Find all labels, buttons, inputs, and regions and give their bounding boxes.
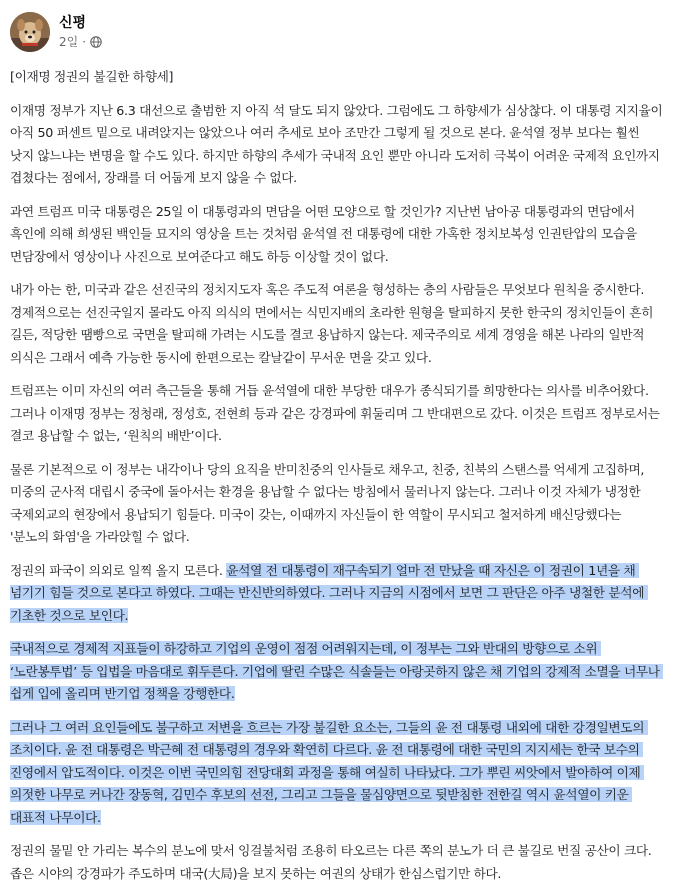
author-name[interactable]: 신평 [59, 15, 87, 31]
post-paragraph [10, 279, 663, 369]
post-paragraph [10, 459, 663, 549]
paragraph-text: [이재명 정권의 불길한 하향세] [10, 69, 174, 84]
post-header [10, 10, 663, 54]
paragraph-text: 내가 아는 한, 미국과 같은 선진국의 정치지도자 혹은 주도적 여론을 형성하는 층의 사람들은 무엇보다 원칙을 중시한다. 경제적으로는 선진국일지 몰라도 아직 의식의 면에서는 식민지배의 초라한 원형을 탈피하지 못한 한국의 정치인들이 흔히 길든, 적당한 땜빵으로 국면을 탈피해 가려는 시도를 결코 용납하지 않는다. 제국주의로 세계 경영을 해본 나라의 일반적 의식은 그래서 예측 가능한 동시에 한편으로는 칼날같이 무서운 면을 갖고 있다. [10, 282, 657, 365]
dog-avatar-icon [10, 12, 50, 52]
paragraph-text: 과연 트럼프 미국 대통령은 25일 이 대통령과의 면담을 어떤 모양으로 할 것인가? 지난번 남아공 대통령과의 면담에서 흑인에 의해 희생된 백인들 묘지의 영상을 트는 것처럼 윤석열 전 대통령에 대한 가혹한 정치보복성 인권탄압의 모습을 면담장에서 영상이나 사진으로 보여준다고 해도 하등 이상할 것이 없다. [10, 203, 641, 264]
post-body [10, 66, 667, 885]
post-paragraph [10, 840, 663, 885]
post-meta [59, 14, 102, 50]
meta-separator: · [82, 35, 87, 49]
paragraph-text: 정권의 물밑 안 가리는 복수의 분노에 맞서 잉걸불처럼 조용히 타오르는 다른 쪽의 분노가 더 큰 불길로 번질 공산이 크다. 좁은 시야의 강경파가 주도하며 대국(大局)을 보지 못하는 여권의 상태가 한심스럽기만 하다. [10, 843, 656, 881]
paragraph-text: 트럼프는 이미 자신의 여러 측근들을 통해 거듭 윤석열에 대한 부당한 대우가 종식되기를 희망한다는 의사를 비추어왔다. 그러나 이재명 정부는 정청래, 정성호, 전현희 등과 같은 강경파에 휘둘리며 그 반대편으로 갔다. 이것은 트럼프 정부로서는 결코 용납할 수 없는, ‘원칙의 배반’이다. [10, 383, 664, 443]
paragraph-text: 정권의 파국이 의외로 일찍 올지 모른다. [10, 562, 227, 578]
paragraph-text: 이재명 정부가 지난 6.3 대선으로 출범한 지 아직 석 달도 되지 않았다. 그럼에도 그 하향세가 심상찮다. 이 대통령 지지율이 아직 50 퍼센트 밑으로 내려앉지는 않았으나 여러 추세로 보아 조만간 그렇게 될 것으로 본다. 윤석열 정부 보다는 훨씬 낫지 않느냐는 변명을 할 수도 있다. 하지만 하향의 추세가 국내적 요인 뿐만 아니라 도저히 극복이 어려운 국제적 요인까지 겹쳤다는 점에서, 장래를 더 어둡게 보지 않을 수 없다. [10, 102, 667, 185]
post-paragraph [10, 201, 663, 269]
author-avatar[interactable] [10, 12, 50, 52]
highlighted-text: 그러나 그 여러 요인들에도 불구하고 저변을 흐르는 가장 불길한 요소는, 그들의 윤 전 대통령 내외에 대한 강경일변도의 조치이다. 윤 전 대통령은 박근혜 전 대통령의 경우와 확연히 다르다. 윤 전 대통령에 대한 국민의 지지세는 한국 보수의 진영에서 압도적이다. 이것은 이번 국민의힘 전당대회 과정을 통해 여실히 나타났다. 그가 뿌린 씨앗에서 발아하여 이제 의젓한 나무로 커나간 장동혁, 김민수 후보의 선전, 그리고 그들을 물심양면으로 뒷받침한 전한길 역시 윤석열이 키운 대표적 나무이다. [10, 719, 648, 825]
post-paragraph [10, 638, 663, 706]
globe-icon[interactable] [90, 36, 102, 48]
post-paragraph [10, 717, 663, 830]
post-subline [59, 34, 102, 50]
highlighted-text: 국내적으로 경제적 지표들이 하강하고 기업의 운영이 점점 어려워지는데, 이 정부는 그와 반대의 방향으로 소위 ‘노란봉투법’ 등 입법을 마음대로 휘두른다. 기업에 딸린 수많은 식솔들는 아랑곳하지 않은 채 기업의 강제적 소멸을 너무나 쉽게 입에 올리며 반기업 정책을 강행한다. [10, 641, 664, 701]
post-paragraph [10, 66, 663, 89]
post-paragraph [10, 380, 663, 448]
highlighted-text: 윤석열 전 대통령이 재구속되기 얼마 전 만났을 때 자신은 이 정권이 1년을 채 넘기기 힘들 것으로 본다고 하였다. 그때는 반신반의하였다. 그러나 지금의 시점에서 보면 그 판단은 아주 냉철한 분석에 기초한 것으로 보인다. [10, 562, 648, 623]
paragraph-text: 물론 기본적으로 이 정부는 내각이나 당의 요직을 반미친중의 인사들로 채우고, 친중, 친북의 스탠스를 억세게 고집하며, 미중의 군사적 대립시 중국에 돌아서는 환경을 용납할 수 없다는 방침에서 물러나지 않는다. 그러나 이것 자체가 냉정한 국제외교의 현장에서 용납되기 힘들다. 미국이 갖는, 이때까지 자신들이 한 역할이 무시되고 철저하게 배신당했다는 '분노의 화염'을 가라앉힐 수 없다. [10, 461, 648, 544]
post-paragraph [10, 560, 663, 628]
post-time[interactable]: 2일 [59, 35, 79, 49]
post-paragraph [10, 100, 667, 190]
